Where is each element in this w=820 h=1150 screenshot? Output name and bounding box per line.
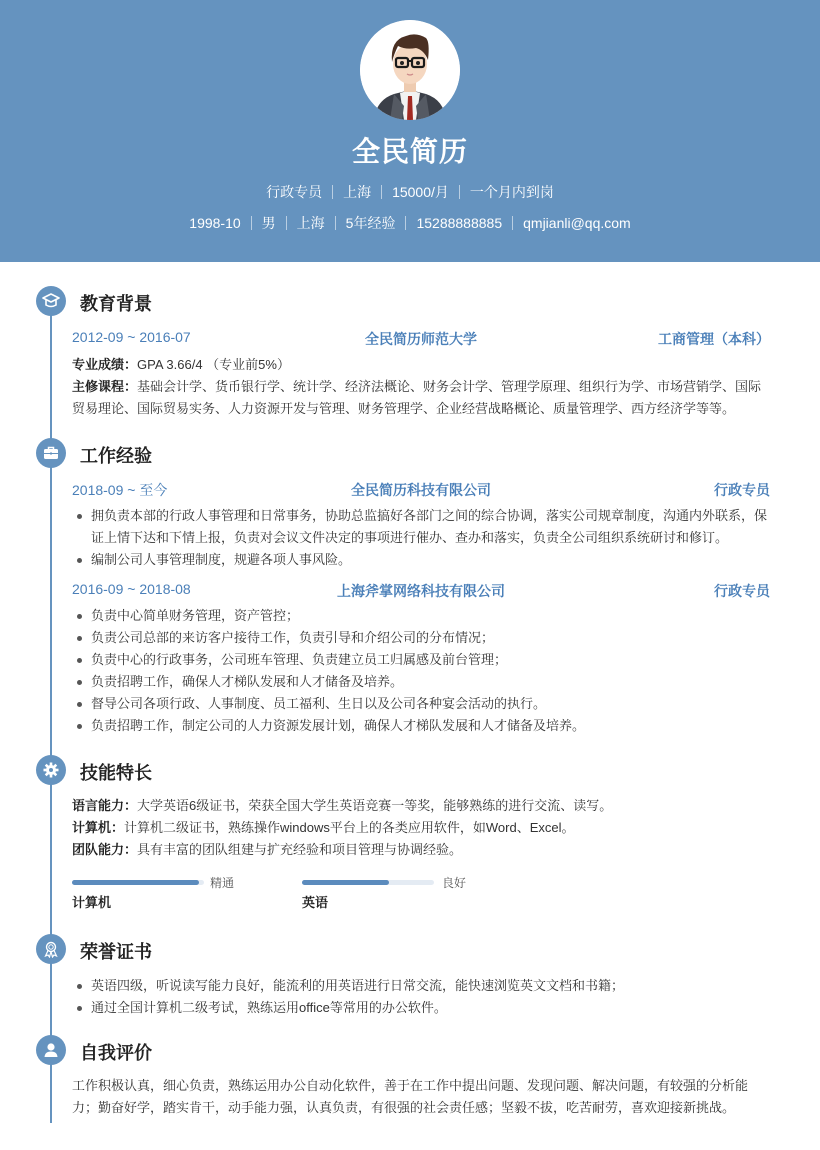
list-item: 负责中心简单财务管理，资产管控； [76,605,772,627]
experience-years: 5年经验 [345,215,396,231]
job-position: 行政专员 [714,583,770,599]
list-item: 负责中心的行政事务，公司班车管理、负责建立员工归属感及前台管理； [76,649,772,671]
email: qmjianli@qq.com [523,215,631,231]
list-item: 拥负责本部的行政人事管理和日常事务，协助总监搞好各部门之间的综合协调，落实公司规章制度，沟通内外联系，保证上情下达和下情上报，负责对会议文件决定的事项进行催办、查办和落实，负责全公司组织系统研讨和修订。 [76,505,772,549]
skill-level: 良好 [442,876,467,890]
intent-city: 上海 [343,184,372,200]
phone: 15288888885 [416,215,503,231]
divider [512,216,513,230]
job-entry-header [72,480,770,500]
section-title-work: 工作经验 [80,446,152,466]
avatar-illustration-icon [360,20,460,120]
skills-details [72,795,772,861]
divider [332,185,333,199]
gender: 男 [261,215,276,231]
list-item: 编制公司人事管理制度，规避各项人事风险。 [76,549,772,571]
education-major: 工商管理（本科） [658,331,770,347]
skill-name: 英语 [302,895,329,910]
job-company: 上海斧掌网络科技有限公司 [337,583,505,599]
list-item: 通过全国计算机二级考试，熟练运用office等常用的办公软件。 [76,997,772,1019]
divider [251,216,252,230]
job-duties-list [76,605,772,737]
skill-line-text: 具有丰富的团队组建与扩充经验和项目管理与协调经验。 [137,842,463,857]
score-label: 专业成绩： [72,357,138,372]
skill-line-label: 语言能力： [72,798,138,813]
list-item: 负责公司总部的来访客户接待工作，负责引导和介绍公司的分布情况； [76,627,772,649]
skill-line-label: 团队能力： [72,842,138,857]
avatar [360,20,460,120]
job-duties-list [76,505,772,571]
divider [335,216,336,230]
divider [286,216,287,230]
skill-fill [302,880,389,885]
courses-label: 主修课程： [72,379,138,394]
section-title-education: 教育背景 [80,294,152,314]
skill-track [302,880,434,885]
list-item: 负责招聘工作，确保人才梯队发展和人才储备及培养。 [76,671,772,693]
skill-level: 精通 [210,876,235,890]
candidate-name: 全民简历 [351,136,468,167]
intent-salary: 15000/月 [392,184,449,200]
job-period: 2016-09 ~ 2018-08 [72,581,191,597]
intent-availability: 一个月内到岗 [469,184,554,200]
skill-track [72,880,204,885]
intent-position: 行政专员 [266,184,323,200]
list-item: 督导公司各项行政、人事制度、员工福利、生日以及公司各种宴会活动的执行。 [76,693,772,715]
skill-name: 计算机 [72,895,112,910]
user-icon [36,1035,66,1065]
education-details [72,354,772,420]
resume-header [0,0,820,262]
list-item: 负责招聘工作，制定公司的人力资源发展计划，确保人才梯队发展和人才储备及培养。 [76,715,772,737]
skill-line-text: 计算机二级证书，熟练操作windows平台上的各类应用软件，如Word、Excel。 [124,820,575,835]
education-entry-header [72,329,770,349]
timeline-line [50,300,52,1123]
courses-value: 基础会计学、货币银行学、统计学、经济法概论、财务会计学、管理学原理、组织行为学、市场营销学、国际贸易理论、国际贸易实务、人力资源开发与管理、财务管理学、企业经营战略概论、质量管理学、西方经济学等等。 [72,379,762,416]
self-evaluation-text: 工作积极认真，细心负责，熟练运用办公自动化软件，善于在工作中提出问题、发现问题、解决问题，有较强的分析能力；勤奋好学，踏实肯干，动手能力强，认真负责，有很强的社会责任感；坚毅不拔，吃苦耐劳，喜欢迎接新挑战。 [72,1078,749,1115]
job-intent-row [0,182,820,202]
divider [405,216,406,230]
honors-list [76,975,772,1019]
divider [381,185,382,199]
job-position: 行政专员 [714,482,770,498]
score-value: GPA 3.66/4 （专业前5%） [137,357,290,372]
section-title-honors: 荣誉证书 [80,942,152,962]
job-company: 全民简历科技有限公司 [351,482,491,498]
personal-info-row [0,213,820,233]
location: 上海 [296,215,325,231]
skill-line-label: 计算机： [72,820,125,835]
skill-fill [72,880,199,885]
divider [459,185,460,199]
graduation-cap-icon [36,286,66,316]
award-ribbon-icon [36,934,66,964]
job-entry-header [72,581,770,601]
section-title-skills: 技能特长 [80,763,152,783]
education-period: 2012-09 ~ 2016-07 [72,329,191,345]
job-period: 2018-09 ~ 至今 [72,482,168,498]
gear-icon [36,755,66,785]
section-title-self-evaluation: 自我评价 [80,1043,152,1063]
list-item: 英语四级，听说读写能力良好，能流利的用英语进行日常交流，能快速浏览英文文档和书籍； [76,975,772,997]
skill-line-text: 大学英语6级证书，荣获全国大学生英语竞赛一等奖，能够熟练的进行交流、读写。 [137,798,613,813]
birth-date: 1998-10 [189,215,241,231]
briefcase-icon [36,438,66,468]
education-school: 全民简历师范大学 [365,331,477,347]
